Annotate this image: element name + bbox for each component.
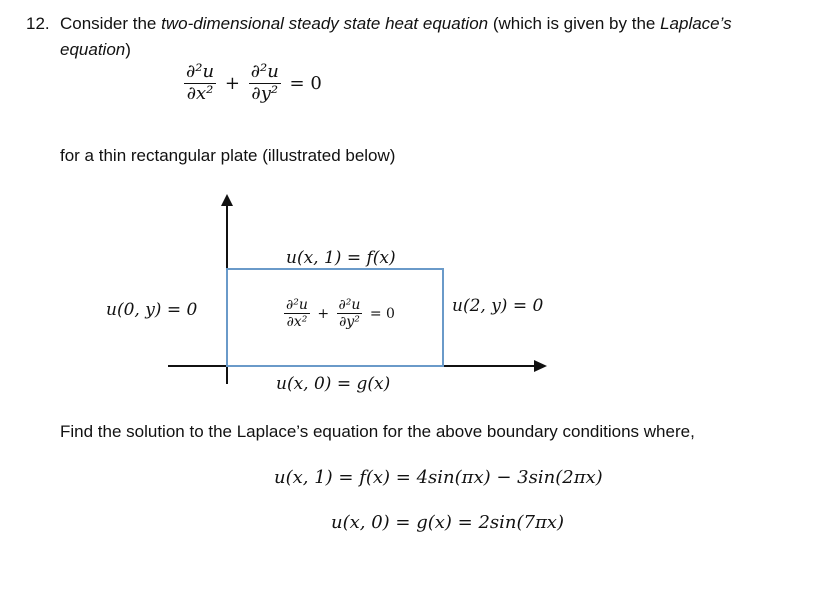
plus-sign: + [224, 72, 240, 94]
numerator: ∂²u [286, 297, 308, 313]
find-solution-text: Find the solution to the Laplace’s equation for the above boundary conditions where, [60, 422, 695, 441]
numerator: ∂²u [250, 61, 279, 82]
top-boundary-label: u(x, 1) = f(x) [286, 248, 396, 268]
denominator: ∂x² [186, 82, 214, 104]
inner-laplace-equation [284, 297, 398, 330]
question-number: 12. [26, 14, 50, 33]
equals-zero: = 0 [369, 305, 395, 322]
denominator: ∂y² [339, 314, 360, 331]
left-boundary-label: u(0, y) = 0 [106, 300, 198, 320]
right-boundary-label: u(2, y) = 0 [452, 296, 544, 316]
denominator: ∂y² [251, 82, 279, 104]
denominator: ∂x² [286, 314, 308, 331]
emphasis-laplace: Laplace’s [660, 14, 732, 33]
fraction-d2u-dx2 [284, 297, 310, 330]
question-text: (which is given by the [488, 14, 661, 33]
fraction-d2u-dy2 [337, 297, 363, 330]
numerator: ∂²u [186, 61, 215, 82]
equals-zero: = 0 [289, 72, 322, 94]
boundary-condition-top: u(x, 1) = f(x) = 4sin(πx) − 3sin(2πx) [274, 467, 603, 488]
question-text: ) [125, 40, 131, 59]
plate-caption: for a thin rectangular plate (illustrated below) [60, 146, 396, 165]
y-axis-arrow-icon [221, 194, 233, 206]
bottom-boundary-label: u(x, 0) = g(x) [276, 374, 391, 394]
x-axis-arrow-icon [534, 360, 547, 372]
emphasis-heat-equation: two-dimensional steady state heat equation [161, 14, 489, 33]
plus-sign: + [317, 305, 330, 322]
emphasis-equation: equation [60, 40, 126, 59]
question-text: Consider the [60, 14, 162, 33]
numerator: ∂²u [338, 297, 361, 313]
boundary-condition-bottom: u(x, 0) = g(x) = 2sin(7πx) [331, 512, 564, 533]
